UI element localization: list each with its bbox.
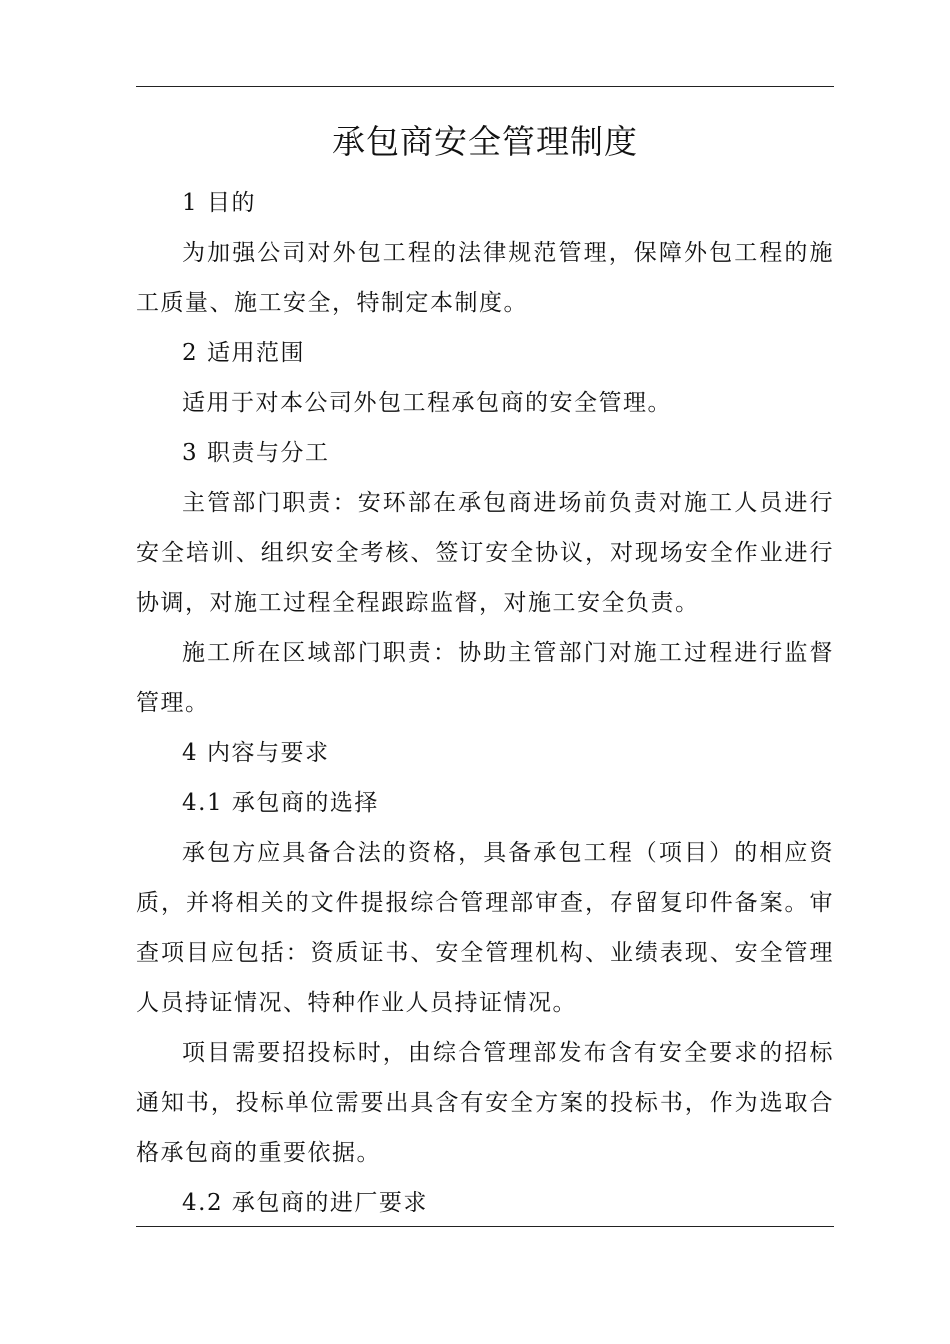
- document-body: [136, 178, 834, 1228]
- paragraph-scope: 适用于对本公司外包工程承包商的安全管理。: [182, 390, 672, 416]
- section-heading-purpose: 1 目的: [182, 190, 256, 216]
- section-heading-responsibilities: 3 职责与分工: [182, 440, 330, 466]
- section-heading-scope: 2 适用范围: [182, 340, 305, 366]
- paragraph-area-department: 施工所在区域部门职责：协助主管部门对施工过程进行监督管理。: [136, 640, 834, 716]
- subsection-heading-entry: 4.2 承包商的进厂要求: [182, 1190, 428, 1216]
- section-heading-content: 4 内容与要求: [182, 740, 330, 766]
- paragraph-purpose: 为加强公司对外包工程的法律规范管理，保障外包工程的施工质量、施工安全，特制定本制度。: [136, 240, 834, 316]
- footer-rule: [136, 1226, 834, 1227]
- page-title: 承包商安全管理制度: [332, 122, 638, 161]
- header-rule: [136, 86, 834, 87]
- paragraph-bidding: 项目需要招投标时，由综合管理部发布含有安全要求的招标通知书，投标单位需要出具含有安全方案的投标书，作为选取合格承包商的重要依据。: [136, 1040, 834, 1166]
- paragraph-main-department: 主管部门职责：安环部在承包商进场前负责对施工人员进行安全培训、组织安全考核、签订安全协议，对现场安全作业进行协调，对施工过程全程跟踪监督，对施工安全负责。: [136, 490, 834, 616]
- paragraph-qualification: 承包方应具备合法的资格，具备承包工程（项目）的相应资质，并将相关的文件提报综合管理部审查，存留复印件备案。审查项目应包括：资质证书、安全管理机构、业绩表现、安全管理人员持证情况、特种作业人员持证情况。: [136, 840, 834, 1016]
- subsection-heading-selection: 4.1 承包商的选择: [182, 790, 379, 816]
